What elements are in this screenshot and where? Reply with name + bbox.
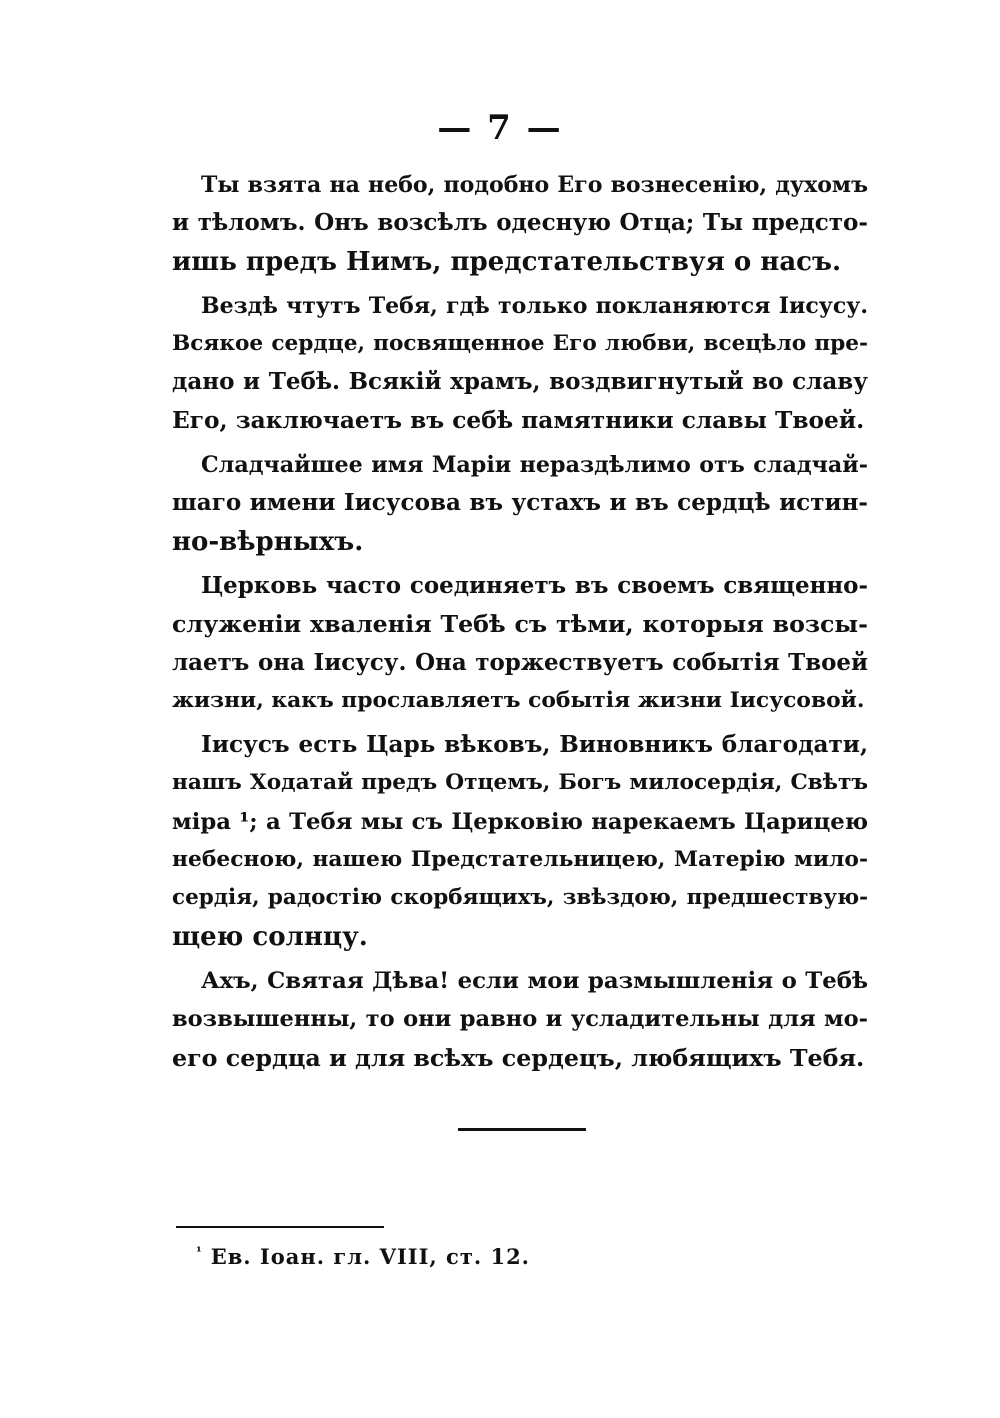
text-line: лаетъ она Іисусу. Она торжествуетъ событія Твоей — [172, 648, 868, 676]
text-line: Ахъ, Святая Дѣва! если мои размышленія о Тебѣ — [201, 967, 868, 994]
paragraph — [172, 287, 868, 440]
text-line: жизни, какъ прославляетъ событія жизни Іисусовой. — [172, 687, 865, 713]
text-line: щею солнцу. — [172, 921, 368, 952]
text-line: Всякое сердце, посвященное Его любви, всецѣло пре- — [172, 331, 868, 357]
text-line: міра ¹; а Тебя мы съ Церковію нарекаемъ Царицею — [172, 808, 868, 835]
paragraph — [172, 567, 868, 720]
paragraph — [172, 446, 868, 561]
text-line: Іисусъ есть Царь вѣковъ, Виновникъ благодати, — [201, 731, 868, 759]
text-line: и тѣломъ. Онъ возсѣлъ одесную Отца; Ты предсто- — [172, 209, 868, 237]
body-text — [172, 166, 868, 1083]
paragraph — [172, 726, 868, 956]
text-line: возвышенны, то они равно и усладительны для мо- — [172, 1006, 868, 1033]
text-line: Ты взята на небо, подобно Его вознесенію, духомъ — [201, 172, 868, 198]
text-line: служеніи хваленія Тебѣ съ тѣми, которыя возсы- — [172, 610, 868, 639]
footnote-text: Ев. Іоан. гл. VIII, ст. 12. — [210, 1244, 530, 1269]
text-line: ишь предъ Нимъ, предстательствуя о насъ. — [172, 246, 841, 277]
text-line: небесною, нашею Предстательницею, Матерію мило- — [172, 847, 868, 873]
footnote-rule — [176, 1226, 384, 1228]
text-line: шаго имени Іисусова въ устахъ и въ сердцѣ истин- — [172, 489, 868, 517]
text-line: Вездѣ чтутъ Тебя, гдѣ только покланяются Іисусу. — [201, 292, 868, 319]
text-line: его сердца и для всѣхъ сердецъ, любящихъ Тебя. — [172, 1043, 865, 1072]
page-number: — 7 — — [437, 108, 563, 148]
paragraph — [172, 166, 868, 281]
section-end-rule — [458, 1128, 586, 1131]
text-line: Его, заключаетъ въ себѣ памятники славы Твоей. — [172, 406, 865, 434]
text-line: Сладчайшее имя Маріи нераздѣлимо отъ сладчай- — [201, 452, 868, 479]
text-line: но-вѣрныхъ. — [172, 526, 364, 557]
footnote-marker: ¹ — [196, 1245, 203, 1260]
text-line: дано и Тебѣ. Всякій храмъ, воздвигнутый во славу — [172, 368, 868, 396]
text-line: нашъ Ходатай предъ Отцемъ, Богъ милосердія, Свѣтъ — [172, 770, 868, 796]
text-line: Церковь часто соединяетъ въ своемъ священно- — [201, 571, 868, 599]
footnote — [196, 1244, 530, 1269]
text-line: сердія, радостію скорбящихъ, звѣздою, предшествую- — [172, 885, 868, 911]
paragraph — [172, 962, 868, 1077]
